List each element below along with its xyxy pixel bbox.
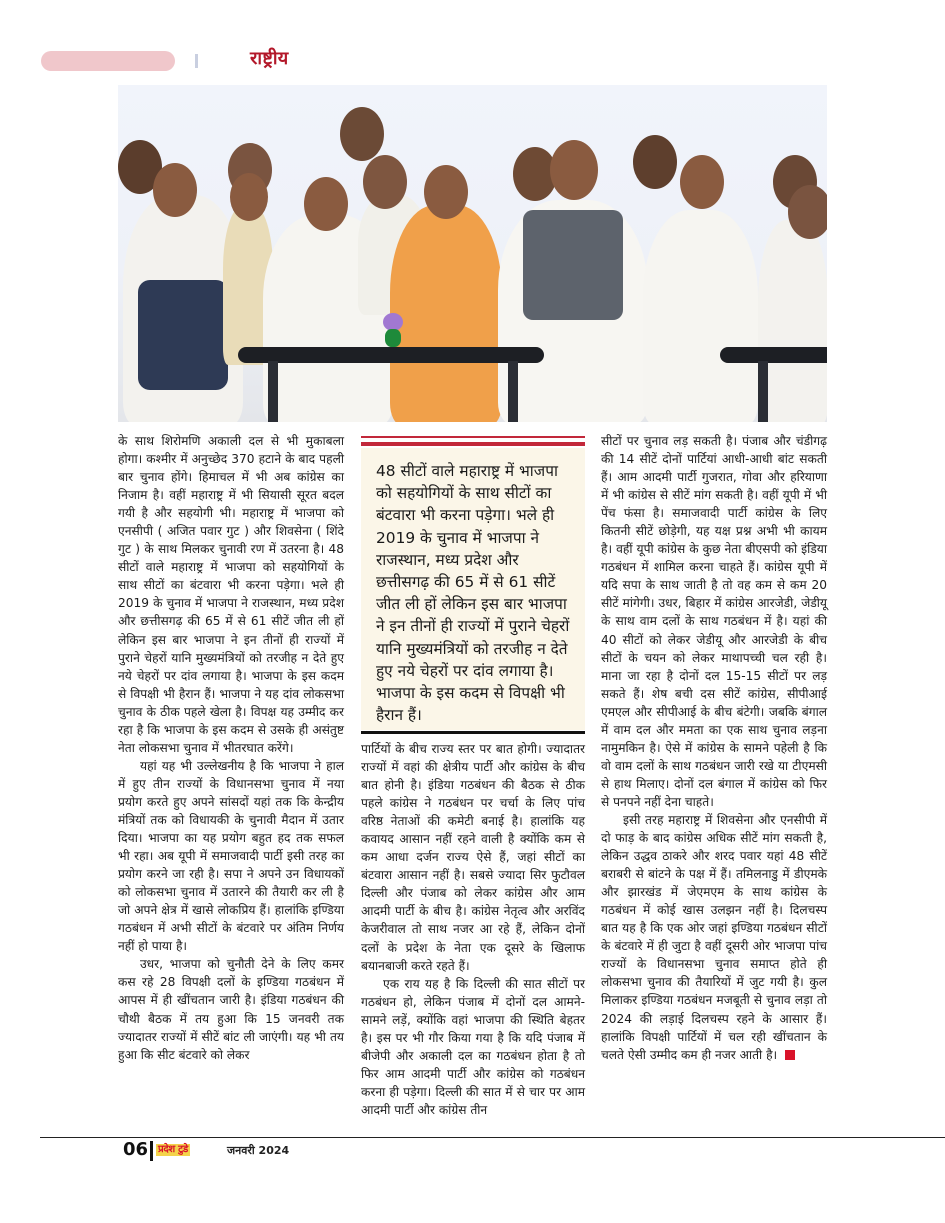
section-separator xyxy=(195,54,198,68)
article-paragraph: उधर, भाजपा को चुनौती देने के लिए कमर कस रहे 28 विपक्षी दलों के इण्डिया गठबंधन में आपस में ही खींचतान जारी है। इंडिया गठबंधन की चौथी बैठक में तय हुआ कि 15 जनवरी तक ज्यादातर राज्यों में सीटें बांट ली जाएंगी। यह भी तय हुआ कि सीट बंटवारे को लेकर xyxy=(118,957,344,1062)
photo-person-head xyxy=(304,177,348,231)
photo-table-leg xyxy=(268,361,278,422)
section-pill xyxy=(41,51,175,71)
photo-person-head xyxy=(340,107,384,161)
pull-quote-rule-top xyxy=(361,436,585,438)
photo-person-head xyxy=(153,163,197,217)
pull-quote-text: 48 सीटों वाले महाराष्ट्र में भाजपा को सहयोगियों के साथ सीटों का बंटवारा भी करना पड़ेगा। भले ही 2019 के चुनाव में भाजपा ने राजस्थान, मध्य प्रदेश और छत्तीसगढ़ की 65 में से 61 सीटें जीत ली हों लेकिन इस बार भाजपा ने इन तीनों ही राज्यों में पुराने चेहरों यानि मुख्यमंत्रियों को तरजीह न देते हुए नये चेहरों पर दांव लगाया है। भाजपा के इस कदम से विपक्षी भी हैरान हैं। xyxy=(376,462,570,725)
end-of-article-icon xyxy=(785,1050,795,1060)
footer-rule xyxy=(40,1137,945,1138)
pull-quote-rule-bottom xyxy=(361,731,585,734)
article-paragraph: यहां यह भी उल्लेखनीय है कि भाजपा ने हाल में हुए तीन राज्यों के विधानसभा चुनाव में नया प्रयोग करते हुए अपने सांसदों यहां तक कि केन्द्रीय मंत्रियों तक को विधायकी के चुनावी मैदान में उतार दिया। भाजपा का यह प्रयोग बहुत हद तक सफल भी रहा। अब यूपी में समाजवादी पार्टी इसी तरह का प्रयोग करने जा रही है। सपा ने अपने उन विधायकों को लोकसभा चुनाव में उतारने की तैयारी कर ली है जो अपने क्षेत्र में खासे लोकप्रिय हैं। हालांकि इण्डिया गठबंधन में अभी सीटों के बंटवारे पर अंतिम निर्णय नहीं हो पाया है। xyxy=(118,758,344,954)
photo-table-leg xyxy=(508,361,518,422)
footer-separator xyxy=(150,1141,153,1161)
photo-person-head xyxy=(424,165,468,219)
issue-date: जनवरी 2024 xyxy=(227,1144,290,1157)
photo-person-head xyxy=(550,140,598,200)
photo-person-jacket xyxy=(523,210,623,320)
photo-person xyxy=(643,210,758,422)
article-paragraph-last xyxy=(601,811,827,1064)
photo-person-head xyxy=(680,155,724,209)
photo-person xyxy=(758,220,827,422)
masthead-logo: प्रदेश टुडे xyxy=(158,1144,188,1155)
article-column-3 xyxy=(601,432,827,1064)
article-paragraph: के साथ शिरोमणि अकाली दल से भी मुकाबला होगा। कश्मीर में अनुच्छेद 370 हटाने के बाद पहली बार चुनाव होंगे। हिमाचल में भी अब कांग्रेस का निजाम है। वहीं महाराष्ट्र में भी सियासी सूरत बदल गयी है और सहयोगी भी। महाराष्ट्र में भाजपा को एनसीपी ( अजित पवार गुट ) और शिवसेना ( शिंदे गुट ) के साथ मिलकर चुनावी रण में उतरना है। 48 सीटों वाले महाराष्ट्र में भाजपा को सहयोगियों के साथ सीटों का बंटवारा भी करना पड़ेगा। भले ही 2019 के चुनाव में भाजपा ने राजस्थान, मध्य प्रदेश और छत्तीसगढ़ की 65 में से 61 सीटें जीत ली हों लेकिन इस बार भाजपा ने इन तीनों ही राज्यों में पुराने चेहरों यानि मुख्यमंत्रियों को तरजीह न देते हुए नये चेहरों पर दांव लगाया है। भाजपा के इस कदम से विपक्षी भी हैरान हैं। भाजपा ने यह दांव लोकसभा चुनाव के ठीक पहले खेला है। विपक्ष यह उम्मीद कर रहा है कि भाजपा के इस कदम से उसके ही असंतुष्ट नेता लोकसभा चुनाव में भीतरघात करेंगे। xyxy=(118,434,344,755)
article-paragraph: एक राय यह है कि दिल्ली की सात सीटों पर गठबंधन हो, लेकिन पंजाब में दोनों दल आमने-सामने लड़ें, क्योंकि वहां भाजपा की स्थिति बेहतर है। इस पर भी गौर किया गया है कि यदि पंजाब में बीजेपी और अकाली दल का गठबंधन होता है तो फिर आम आदमी पार्टी और कांग्रेस को गठबंधन करना ही पड़ेगा। दिल्ली की सात में से चार पर आम आदमी पार्टी और कांग्रेस तीन xyxy=(361,976,585,1117)
article-paragraph: सीटों पर चुनाव लड़ सकती है। पंजाब और चंडीगढ़ की 14 सीटें दोनों पार्टियां आधी-आधी बांट सकती हैं। आम आदमी पार्टी गुजरात, गोवा और हरियाणा में भी कांग्रेस से सीटें मांग सकती है। वहीं यूपी में भी पेंच फंसा है। समाजवादी पार्टी कांग्रेस के लिए कितनी सीटें छोड़ेगी, यह यक्ष प्रश्न अभी भी कायम है। वहीं यूपी कांग्रेस के कुछ नेता बीएसपी को इंडिया गठबंधन में शामिल करना चाहते हैं। कांग्रेस यूपी में यदि सपा के साथ जाती है तो वह कम से कम 20 सीटें मांगेगी। उधर, बिहार में कांग्रेस आरजेडी, जेडीयू के साथ वाम दलों के साथ गठबंधन में है। यहां की 40 सीटों को लेकर जेडीयू और आरजेडी के बीच सीटों के चयन को लेकर माथापच्ची चल रही है। माना जा रहा है दोनों दल 15-15 सीटों पर लड़ सकते हैं। शेष बची दस सीटें कांग्रेस, सीपीआई एमएल और सीपीआई के बीच बंटेगी। जबकि बंगाल में वाम दल और ममता का एक साथ चुनाव लड़ना नामुमकिन है। ऐसे में कांग्रेस के सामने पहेली है कि वो वाम दलों के साथ गठबंधन जारी रखे या टीएमसी से हाथ मिलाए। दोनों दल बंगाल में कांग्रेस को फिर से पनपने नहीं देना चाहते। xyxy=(601,434,827,809)
page-number: 06 xyxy=(123,1139,149,1160)
section-title: राष्ट्रीय xyxy=(250,48,289,69)
article-column-2 xyxy=(361,740,585,1119)
photo-table-leg xyxy=(758,361,768,422)
photo-table xyxy=(238,347,544,363)
lead-photo xyxy=(118,85,827,422)
photo-flower-pot xyxy=(385,329,401,347)
photo-person-head xyxy=(230,173,268,221)
photo-person xyxy=(390,205,502,422)
photo-table xyxy=(720,347,827,363)
photo-person-head xyxy=(363,155,407,209)
photo-person-head xyxy=(633,135,677,189)
article-paragraph: पार्टियों के बीच राज्य स्तर पर बात होगी। ज्यादातर राज्यों में वहां की क्षेत्रीय पार्टी और कांग्रेस के बीच बात होनी है। इंडिया गठबंधन की बैठक से ठीक पहले कांग्रेस ने गठबंधन पर चर्चा के लिए पांच वरिष्ठ नेताओं की कमेटी बनाई है। हालांकि यह कवायद आसान नहीं रहने वाली है क्योंकि कम से कम आधा दर्जन राज्य ऐसे हैं, जहां सीटों का बंटवारा आसान नहीं है। सबसे ज्यादा सिर फुटौवल दिल्ली और पंजाब को लेकर कांग्रेस और आम आदमी पार्टी के बीच है। कांग्रेस नेतृत्व और अरविंद केजरीवाल तो साथ नजर आ रहे हैं, लेकिन दोनों दलों के प्रदेश के नेता एक दूसरे के खिलाफ बयानबाजी करते रहते हैं। xyxy=(361,742,585,973)
article-paragraph-text: इसी तरह महाराष्ट्र में शिवसेना और एनसीपी में दो फाड़ के बाद कांग्रेस अधिक सीटें मांग सकती है, लेकिन उद्धव ठाकरे और शरद पवार यहां 48 सीटें बराबरी से बांटने के पक्ष में हैं। तमिलनाडु में डीएमके और झारखंड में जेएमएम के साथ कांग्रेस के गठबंधन में कोई खास उलझन नहीं है। दिलचस्प बात यह है कि एक ओर जहां इण्डिया गठबंधन सीटों के बंटवारे में ही जुटा है वहीं दूसरी ओर भाजपा पांच राज्यों के विधानसभा चुनाव समाप्त होते ही लोकसभा चुनाव की तैयारियों में जुट गयी है। कुल मिलाकर इण्डिया गठबंधन मजबूती से चुनाव लड़ा तो 2024 की लड़ाई दिलचस्प रहने के आसार हैं। हालांकि विपक्षी पार्टियों में चल रही खींचतान के चलते ऐसी उम्मीद कम ही नजर आती है। xyxy=(601,812,827,1062)
photo-person-head xyxy=(788,185,827,239)
article-column-1 xyxy=(118,432,344,1064)
pull-quote-rule-top-thick xyxy=(361,442,585,446)
photo-person-legs xyxy=(138,280,228,390)
